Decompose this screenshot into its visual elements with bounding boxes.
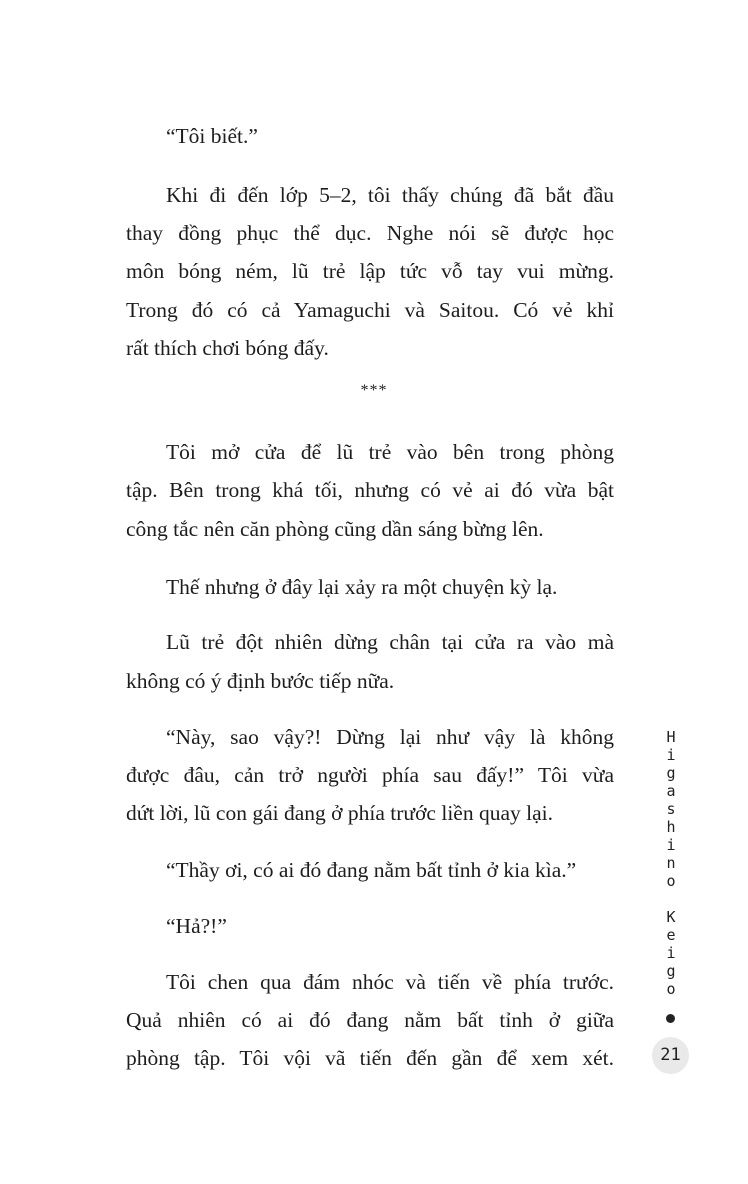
text-line: Tôi mở cửa để lũ trẻ vào bên trong phòng: [166, 440, 614, 464]
text-line: Trong đó có cả Yamaguchi và Saitou. Có vẻ khỉ: [126, 298, 614, 322]
text-line: Thế nhưng ở đây lại xảy ra một chuyện kỳ lạ.: [166, 575, 558, 599]
author-letter: o: [666, 980, 676, 998]
page-number: 21: [652, 1037, 689, 1074]
text-line: môn bóng ném, lũ trẻ lập tức vỗ tay vui mừng.: [126, 259, 614, 283]
author-letter: i: [666, 746, 676, 764]
text-line: dứt lời, lũ con gái đang ở phía trước liền quay lại.: [126, 801, 553, 825]
author-letter: g: [666, 764, 676, 782]
author-letter: i: [666, 944, 676, 962]
author-sidebar: [659, 728, 683, 998]
bullet-dot-icon: [666, 1014, 675, 1023]
text-line: Tôi chen qua đám nhóc và tiến về phía trước.: [166, 970, 614, 994]
text-line: rất thích chơi bóng đấy.: [126, 336, 329, 360]
text-line: phòng tập. Tôi vội vã tiến đến gần để xem xét.: [126, 1046, 614, 1070]
author-letter: H: [666, 728, 676, 746]
text-line: Khi đi đến lớp 5–2, tôi thấy chúng đã bắt đầu: [166, 183, 614, 207]
section-separator: ***: [360, 382, 388, 399]
text-line: Lũ trẻ đột nhiên dừng chân tại cửa ra vào mà: [166, 630, 614, 654]
text-line: công tắc nên căn phòng cũng dần sáng bừng lên.: [126, 517, 544, 541]
author-letter: n: [666, 854, 676, 872]
text-line: “Tôi biết.”: [166, 124, 258, 148]
author-letter: e: [666, 926, 676, 944]
text-line: “Hả?!”: [166, 914, 227, 938]
text-line: Quả nhiên có ai đó đang nằm bất tỉnh ở giữa: [126, 1008, 614, 1032]
author-letter: [659, 890, 683, 908]
author-letter: o: [666, 872, 676, 890]
author-letter: g: [666, 962, 676, 980]
author-letter: h: [666, 818, 676, 836]
text-line: thay đồng phục thể dục. Nghe nói sẽ được học: [126, 221, 614, 245]
text-line: tập. Bên trong khá tối, nhưng có vẻ ai đó vừa bật: [126, 478, 614, 502]
author-letter: i: [666, 836, 676, 854]
text-line: “Thầy ơi, có ai đó đang nằm bất tỉnh ở kia kìa.”: [166, 858, 577, 882]
text-line: không có ý định bước tiếp nữa.: [126, 669, 395, 693]
author-letter: K: [666, 908, 676, 926]
author-letter: s: [666, 800, 676, 818]
author-letter: a: [666, 782, 676, 800]
text-line: được đâu, cản trở người phía sau đấy!” Tôi vừa: [126, 763, 614, 787]
text-line: “Này, sao vậy?! Dừng lại như vậy là không: [166, 725, 614, 749]
